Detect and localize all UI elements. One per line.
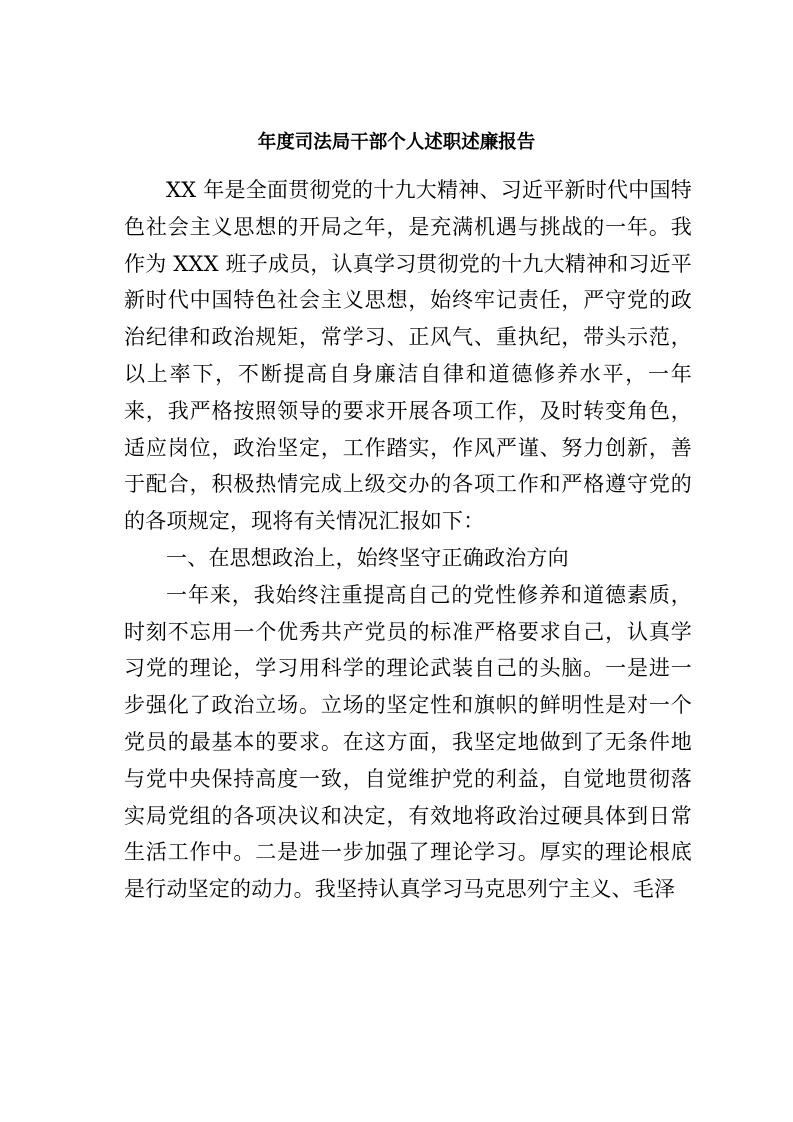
section-heading-1: 一、在思想政治上，始终坚守正确政治方向 [166, 545, 569, 570]
document-title: 年度司法局干部个人述职述廉报告 [257, 132, 536, 153]
section-1-paragraph: 一年来，我始终注重提高自己的党性修养和道德素质，时刻不忘用一个优秀共产党员的标准严格要求自己，认真学习党的理论，学习用科学的理论武装自己的头脑。一是进一步强化了政治立场。立场的坚定性和旗帜的鲜明性是对一个党员的最基本的要求。在这方面，我坚定地做到了无条件地与党中央保持高度一致，自觉维护党的利益，自觉地贯彻落实局党组的各项决议和决定，有效地将政治过硬具体到日常生活工作中。二是进一步加强了理论学习。厚实的理论根底是行动坚定的动力。我坚持认真学习马克思列宁主义、毛泽 [124, 582, 692, 902]
intro-paragraph: XX 年是全面贯彻党的十九大精神、习近平新时代中国特色社会主义思想的开局之年，是充满机遇与挑战的一年。我作为 XXX 班子成员，认真学习贯彻党的十九大精神和习近平新时代中国特色社会主义思想，始终牢记责任，严守党的政治纪律和政治规矩，常学习、正风气、重执纪，带头示范，以上率下，不断提高自身廉洁自律和道德修养水平，一年来，我严格按照领导的要求开展各项工作，及时转变角色，适应岗位，政治坚定，工作踏实，作风严谨、努力创新，善于配合，积极热情完成上级交办的各项工作和严格遵守党的的各项规定，现将有关情况汇报如下： [124, 178, 692, 534]
document-body [124, 172, 692, 908]
